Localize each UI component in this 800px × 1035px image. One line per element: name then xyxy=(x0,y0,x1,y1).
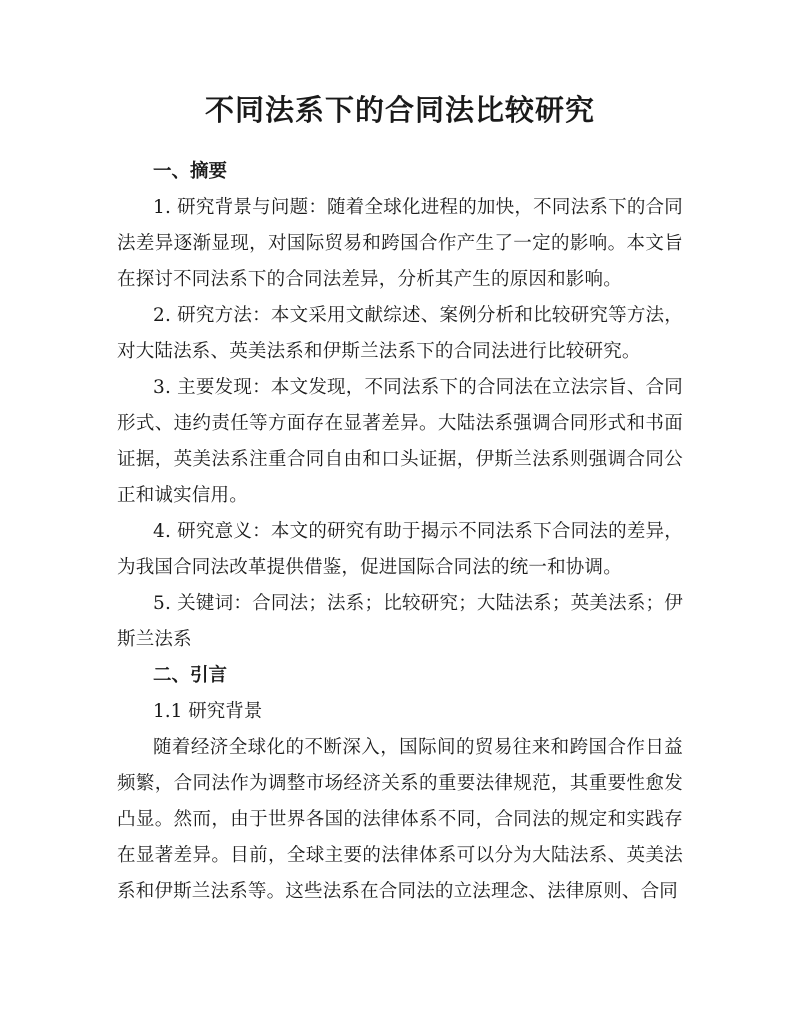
introduction-paragraph: 随着经济全球化的不断深入，国际间的贸易往来和跨国合作日益频繁，合同法作为调整市场经济关系的重要法律规范，其重要性愈发凸显。然而，由于世界各国的法律体系不同，合同法的规定和实践存在显著差异。目前，全球主要的法律体系可以分为大陆法系、英美法系和伊斯兰法系等。这些法系在合同法的立法理念、法律原则、合同 xyxy=(117,737,683,902)
subsection-heading-background: 1.1 研究背景 xyxy=(153,701,263,722)
abstract-paragraph-findings: 3. 主要发现：本文发现，不同法系下的合同法在立法宗旨、合同形式、违约责任等方面存在显著差异。大陆法系强调合同形式和书面证据，英美法系注重合同自由和口头证据，伊斯兰法系则强调合同公正和诚实信用。 xyxy=(117,377,683,506)
section-heading-abstract: 一、摘要 xyxy=(153,161,228,182)
abstract-paragraph-keywords: 5. 关键词：合同法；法系；比较研究；大陆法系；英美法系；伊斯兰法系 xyxy=(117,593,683,650)
abstract-paragraph-significance: 4. 研究意义：本文的研究有助于揭示不同法系下合同法的差异，为我国合同法改革提供借鉴，促进国际合同法的统一和协调。 xyxy=(117,521,683,578)
section-heading-introduction: 二、引言 xyxy=(153,665,228,686)
document-title: 不同法系下的合同法比较研究 xyxy=(204,93,595,127)
abstract-paragraph-background: 1. 研究背景与问题：随着全球化进程的加快，不同法系下的合同法差异逐渐显现，对国际贸易和跨国合作产生了一定的影响。本文旨在探讨不同法系下的合同法差异，分析其产生的原因和影响。 xyxy=(117,197,683,290)
document-page xyxy=(117,88,683,910)
abstract-paragraph-methods: 2. 研究方法：本文采用文献综述、案例分析和比较研究等方法，对大陆法系、英美法系和伊斯兰法系下的合同法进行比较研究。 xyxy=(117,305,683,362)
